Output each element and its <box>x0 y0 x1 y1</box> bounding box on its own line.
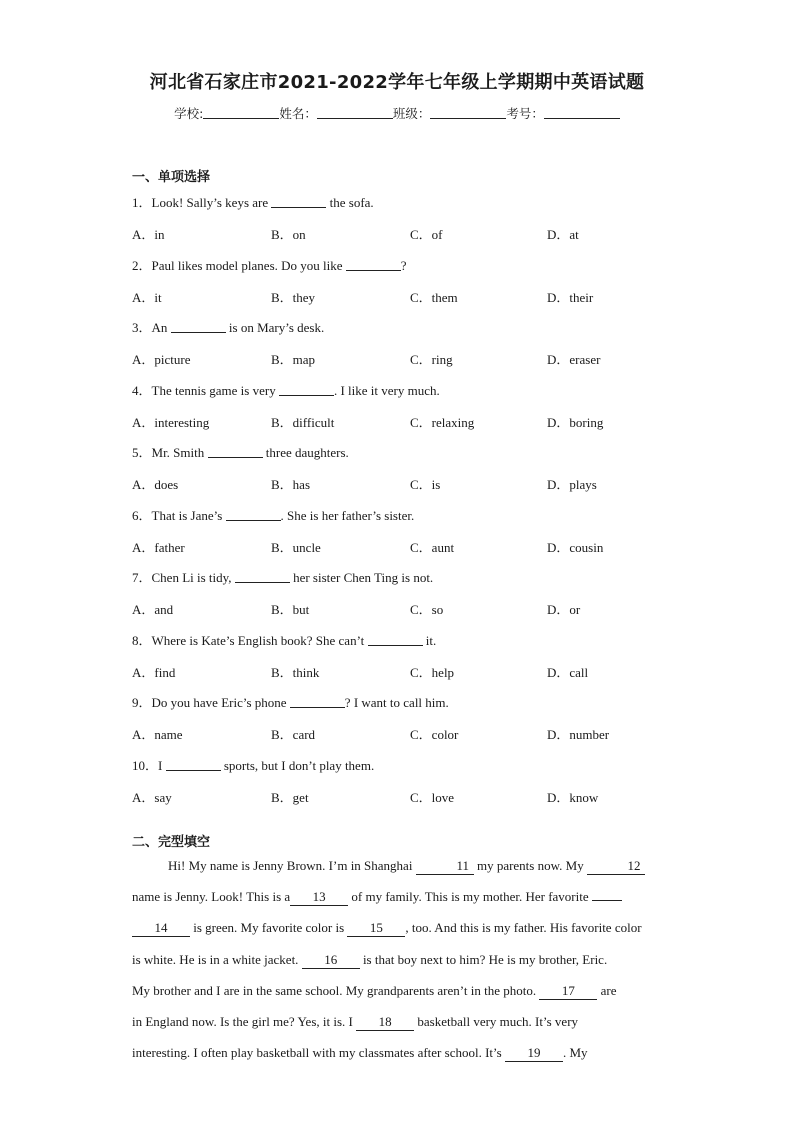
passage-line <box>132 952 662 969</box>
class-blank <box>430 105 506 119</box>
answer-option: B．on <box>271 227 306 242</box>
question-stem <box>132 317 324 336</box>
answer-option: C．aunt <box>410 539 455 555</box>
passage-line <box>132 920 662 937</box>
question-number: 1． <box>132 195 152 210</box>
answer-option: D．know <box>547 789 599 805</box>
question-stem <box>132 442 349 461</box>
cloze-gap: 13 <box>290 889 348 906</box>
question-text: Paul likes model planes. Do you like <box>151 257 346 273</box>
cloze-gap: 11 <box>416 858 474 875</box>
question-number: 3． <box>132 320 152 335</box>
question-text: That is Jane’s <box>151 507 226 523</box>
passage-text: . My <box>562 1045 588 1061</box>
answer-option: C．ring <box>410 352 453 367</box>
question-number: 8． <box>132 632 152 648</box>
question-text: Look! Sally’s keys are <box>151 195 272 210</box>
answer-option: A．picture <box>132 352 191 367</box>
question-text: sports, but I don’t play them. <box>220 757 375 773</box>
passage-line <box>132 1045 662 1062</box>
question-number: 9． <box>132 695 152 710</box>
answer-option: D．cousin <box>547 539 604 555</box>
question-text: ? <box>400 257 407 273</box>
answer-option: A．it <box>132 289 162 305</box>
answer-option: B．but <box>271 602 310 617</box>
passage-text: of my family. This is my mother. Her favorite <box>348 889 592 905</box>
answer-option: C．help <box>410 664 455 680</box>
cloze-gap: 17 <box>539 983 597 1000</box>
question-stem <box>132 192 374 211</box>
section2-heading: 二、完型填空 <box>132 835 211 850</box>
answer-option: A．say <box>132 789 172 805</box>
answer-option: D．boring <box>547 414 604 430</box>
cloze-gap: 14 <box>132 920 190 937</box>
answer-blank <box>279 383 334 396</box>
passage-text: are <box>597 982 617 998</box>
question-text: Do you have Eric’s phone <box>151 695 290 710</box>
page-title: 河北省石家庄市2021-2022学年七年级上学期期中英语试题 <box>149 72 645 93</box>
question-stem <box>132 380 440 399</box>
passage-text: Hi! My name is Jenny Brown. I’m in Shanghai <box>168 858 416 873</box>
answer-option: C．relaxing <box>410 414 475 430</box>
question-text: The tennis game is very <box>151 382 279 398</box>
question-stem <box>132 505 414 524</box>
question-text: Chen Li is tidy, <box>151 570 235 585</box>
question-stem <box>132 255 407 274</box>
answer-option: D．at <box>547 227 579 242</box>
answer-option: C．is <box>410 477 441 492</box>
answer-blank <box>235 570 290 583</box>
passage-text: basketball very much. It’s very <box>414 1014 579 1029</box>
passage-text: , too. And this is my father. His favorite color <box>405 920 642 936</box>
question-text: three daughters. <box>262 445 349 460</box>
name-blank <box>317 105 393 119</box>
answer-option: D．their <box>547 289 594 305</box>
passage-text: is green. My favorite color is <box>190 920 348 936</box>
cloze-gap: 19 <box>505 1045 563 1062</box>
passage-text: in England now. Is the girl me? Yes, it is. I <box>132 1014 357 1029</box>
question-text: . I like it very much. <box>333 382 440 398</box>
question-text: the sofa. <box>326 195 374 210</box>
question-stem <box>132 567 433 586</box>
answer-option: B．uncle <box>271 539 321 555</box>
answer-option: D．or <box>547 602 581 617</box>
question-text: Mr. Smith <box>151 445 208 460</box>
answer-blank <box>226 508 281 521</box>
passage-text: is white. He is in a white jacket. <box>132 951 302 967</box>
answer-option: A．name <box>132 727 183 742</box>
answer-option: B．get <box>271 789 309 805</box>
question-text: ? I want to call him. <box>344 695 449 710</box>
answer-option: B．card <box>271 727 316 742</box>
answer-option: A．does <box>132 477 179 492</box>
question-number: 2． <box>132 257 152 273</box>
answer-blank <box>346 258 401 271</box>
answer-blank <box>208 445 263 458</box>
info-name-label: 姓名： <box>279 106 317 121</box>
passage-line <box>132 889 662 906</box>
passage-text: My brother and I are in the same school. My grandparents aren’t in the photo. <box>132 982 540 998</box>
answer-option: B．difficult <box>271 414 335 430</box>
question-text: her sister Chen Ting is not. <box>289 570 434 585</box>
question-stem <box>132 755 374 774</box>
question-number: 4． <box>132 382 152 398</box>
question-text: I <box>158 757 166 773</box>
answer-option: A．father <box>132 539 185 555</box>
answer-option: C．love <box>410 789 455 805</box>
answer-option: B．they <box>271 289 316 305</box>
answer-blank <box>271 195 326 208</box>
answer-blank <box>290 695 345 708</box>
answer-option: C．of <box>410 227 443 242</box>
question-number: 10． <box>132 757 159 773</box>
cloze-gap: 15 <box>347 920 405 937</box>
question-text: it. <box>422 632 437 648</box>
passage-line <box>132 1014 662 1031</box>
question-number: 7． <box>132 570 152 585</box>
passage-text: name is Jenny. Look! This is a <box>132 889 291 905</box>
answer-blank <box>368 633 423 646</box>
cloze-gap: 12 <box>587 858 645 875</box>
answer-option: B．map <box>271 352 316 367</box>
passage-text: is that boy next to him? He is my brother, Eric. <box>359 951 608 967</box>
answer-option: A．and <box>132 602 174 617</box>
question-number: 6． <box>132 507 152 523</box>
cloze-gap: 16 <box>302 952 360 969</box>
cloze-gap: 18 <box>356 1014 414 1031</box>
answer-option: D．plays <box>547 477 597 492</box>
answer-option: C．color <box>410 727 459 742</box>
info-class-label: 班级： <box>392 106 431 121</box>
number-blank <box>544 105 620 119</box>
answer-option: A．in <box>132 227 165 242</box>
answer-option: D．number <box>547 727 610 742</box>
passage-line <box>132 983 662 1000</box>
school-blank <box>203 105 279 119</box>
answer-option: A．find <box>132 664 176 680</box>
passage-text: my parents now. My <box>473 858 587 873</box>
answer-option: B．has <box>271 477 311 492</box>
answer-blank <box>166 758 221 771</box>
student-info-row <box>0 104 794 122</box>
question-text: . She is her father’s sister. <box>280 507 415 523</box>
cloze-gap <box>592 900 622 901</box>
question-text: An <box>151 320 171 335</box>
answer-option: C．so <box>410 602 444 617</box>
passage-text: interesting. I often play basketball with my classmates after school. It’s <box>132 1045 505 1061</box>
info-number-label: 考号： <box>506 106 544 121</box>
answer-option: D．eraser <box>547 352 601 367</box>
question-number: 5． <box>132 445 152 460</box>
answer-option: C．them <box>410 289 458 305</box>
answer-blank <box>171 320 226 333</box>
answer-option: A．interesting <box>132 414 210 430</box>
question-stem <box>132 630 436 649</box>
question-stem <box>132 692 449 711</box>
passage-line <box>132 858 662 875</box>
question-text: Where is Kate’s English book? She can’t <box>151 632 368 648</box>
answer-option: D．call <box>547 664 589 680</box>
section1-heading: 一、单项选择 <box>132 170 211 185</box>
question-text: is on Mary’s desk. <box>225 320 325 335</box>
info-school-label: 学校: <box>174 106 204 121</box>
answer-option: B．think <box>271 664 320 680</box>
